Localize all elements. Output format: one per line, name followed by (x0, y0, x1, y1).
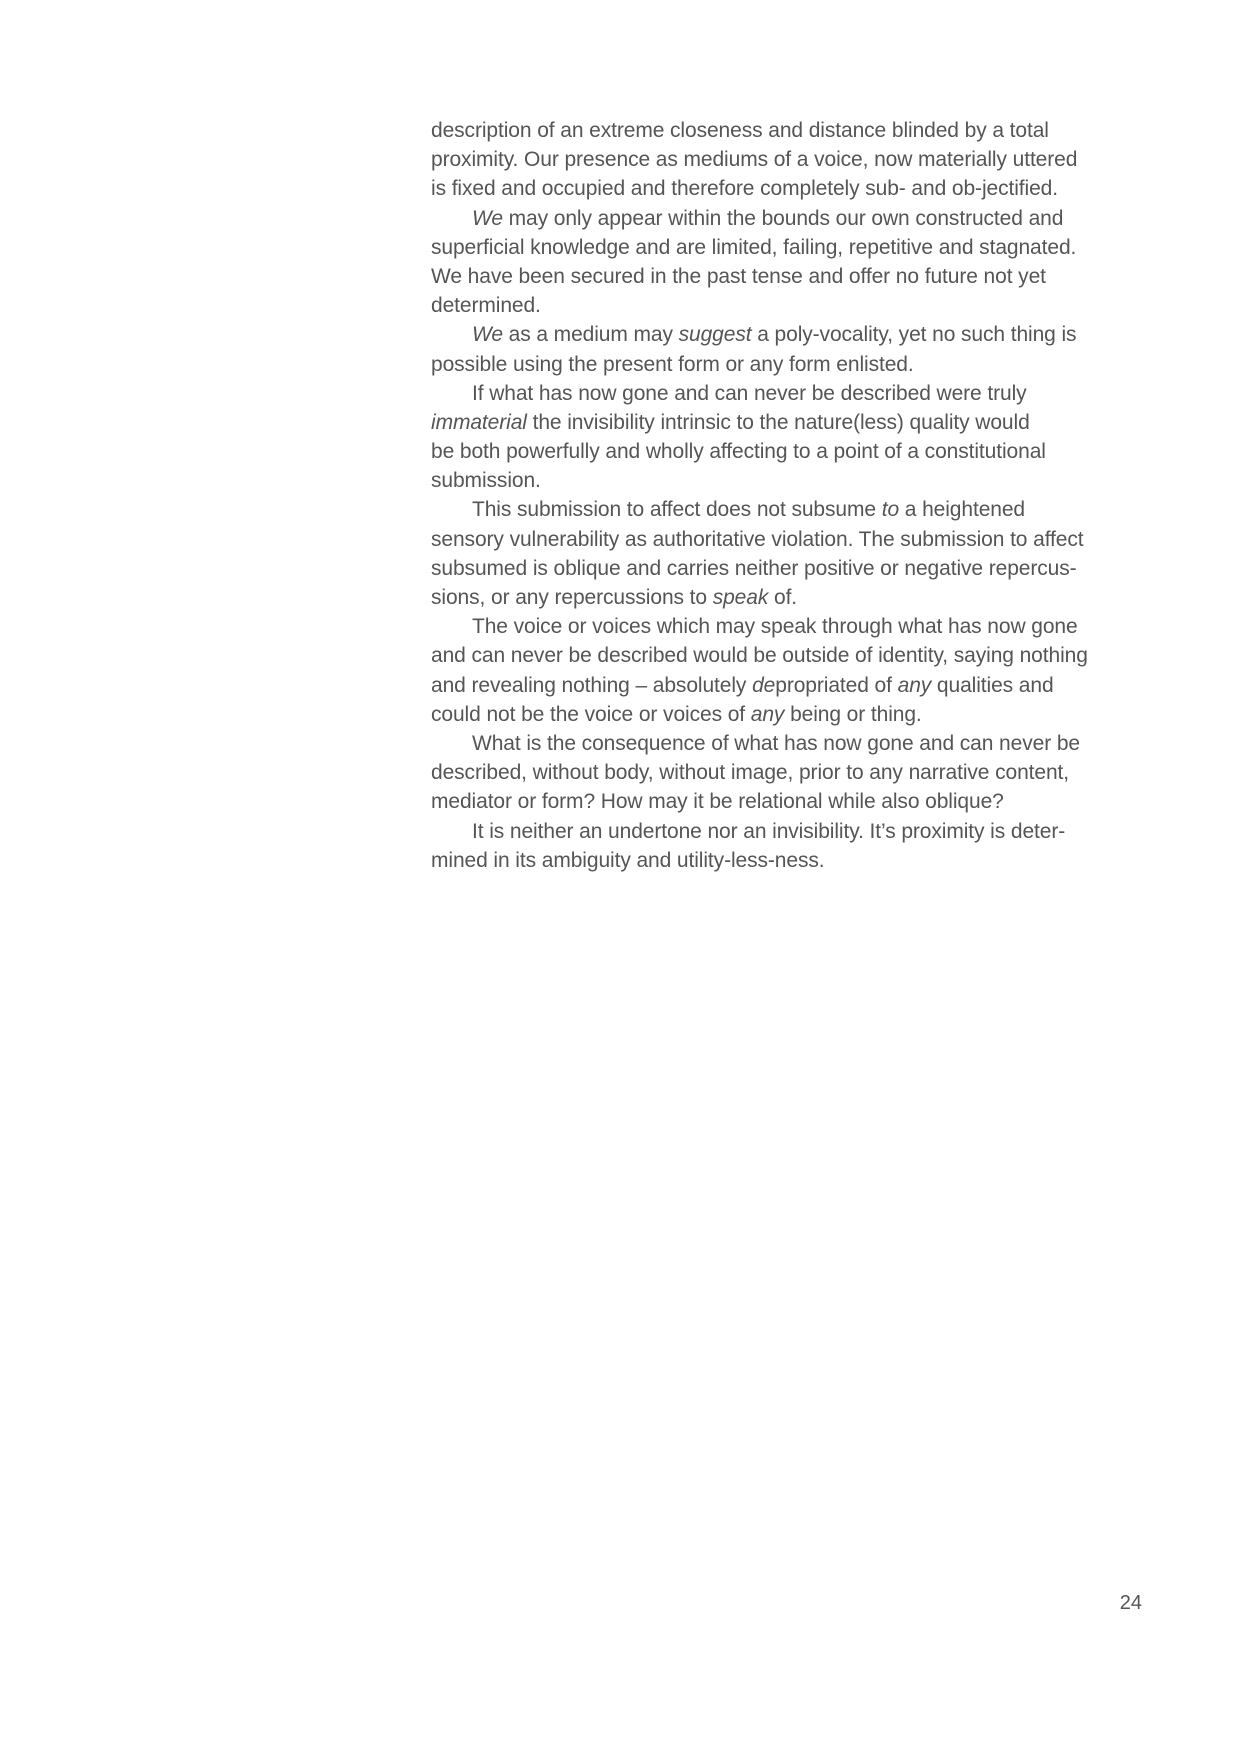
text-segment: determined. (431, 294, 541, 318)
text-segment: qualities and (931, 673, 1054, 697)
text-segment: may only appear within the bounds our own constructed and (502, 206, 1064, 230)
text-segment: sensory vulnerability as authoritative violation. The submission to affect (431, 527, 1084, 551)
text-line (431, 700, 1161, 729)
text-segment: mined in its ambiguity and utility-less-ness. (431, 848, 825, 872)
text-segment: The voice or voices which may speak through what has now gone (472, 615, 1078, 639)
paragraph-first-line (431, 729, 1161, 758)
text-line (431, 583, 1161, 612)
text-segment: If what has now gone and can never be described were truly (472, 381, 1027, 405)
text-line (431, 437, 1161, 466)
text-segment: and can never be described would be outside of identity, saying nothing (431, 644, 1088, 668)
paragraph-first-line (431, 612, 1161, 641)
text-segment: We have been secured in the past tense and offer no future not yet (431, 264, 1046, 288)
italic-segment: any (750, 702, 785, 726)
text-segment: This submission to affect does not subsume (472, 498, 882, 522)
italic-segment: to (881, 498, 900, 522)
italic-segment: de (752, 673, 776, 697)
text-line (431, 262, 1161, 291)
italic-segment: any (897, 673, 932, 697)
text-segment: being or thing. (784, 702, 922, 726)
text-segment: the invisibility intrinsic to the nature(less) quality would (526, 410, 1030, 434)
paragraph-first-line (431, 379, 1161, 408)
paragraph-first-line (431, 320, 1161, 349)
text-line (431, 233, 1161, 262)
text-segment: propriated of (775, 673, 898, 697)
text-line (431, 641, 1161, 670)
italic-segment: immaterial (431, 410, 527, 434)
text-line (431, 174, 1161, 203)
italic-segment: We (472, 206, 503, 230)
text-line (431, 291, 1161, 320)
text-line (431, 787, 1161, 816)
page-number: 24 (1119, 1592, 1142, 1614)
text-segment: possible using the present form or any form enlisted. (431, 352, 914, 376)
text-segment: described, without body, without image, prior to any narrative content, (431, 761, 1070, 785)
text-line (431, 350, 1161, 379)
text-segment: description of an extreme closeness and distance blinded by a total (431, 119, 1049, 142)
italic-segment: suggest (678, 323, 752, 347)
text-segment: a heightened (899, 498, 1026, 522)
paragraph-first-line (431, 817, 1161, 846)
text-segment: sions, or any repercussions to (431, 586, 713, 609)
text-line (431, 554, 1161, 583)
paragraph-first-line (431, 495, 1161, 524)
text-segment: superficial knowledge and are limited, failing, repetitive and stagnated. (431, 235, 1077, 259)
italic-segment: speak (712, 586, 769, 609)
text-line (431, 466, 1161, 495)
text-line (431, 846, 1161, 875)
text-segment: What is the consequence of what has now gone and can never be (472, 731, 1080, 755)
italic-segment: We (472, 323, 503, 347)
text-line (431, 671, 1161, 700)
text-segment: submission. (431, 469, 541, 493)
text-segment: as a medium may (502, 323, 679, 347)
paragraph-first-line (431, 204, 1161, 233)
text-segment: could not be the voice or voices of (431, 702, 751, 726)
text-segment: mediator or form? How may it be relational while also oblique? (431, 790, 1004, 814)
text-segment: be both powerfully and wholly affecting to a point of a constitutional (431, 440, 1046, 464)
body-text (431, 116, 1161, 875)
text-line (431, 145, 1161, 174)
text-segment: is fixed and occupied and therefore completely sub- and ob-jectified. (431, 177, 1058, 201)
text-segment: and revealing nothing – absolutely (431, 673, 753, 697)
text-segment: of. (768, 586, 798, 609)
text-line (431, 116, 1161, 145)
text-line (431, 758, 1161, 787)
text-segment: a poly-vocality, yet no such thing is (751, 323, 1077, 347)
text-segment: It is neither an undertone nor an invisibility. It’s proximity is deter- (472, 819, 1066, 843)
text-segment: proximity. Our presence as mediums of a voice, now materially uttered (431, 148, 1078, 172)
text-line (431, 525, 1161, 554)
text-line (431, 408, 1161, 437)
text-segment: subsumed is oblique and carries neither positive or negative repercus- (431, 556, 1077, 580)
